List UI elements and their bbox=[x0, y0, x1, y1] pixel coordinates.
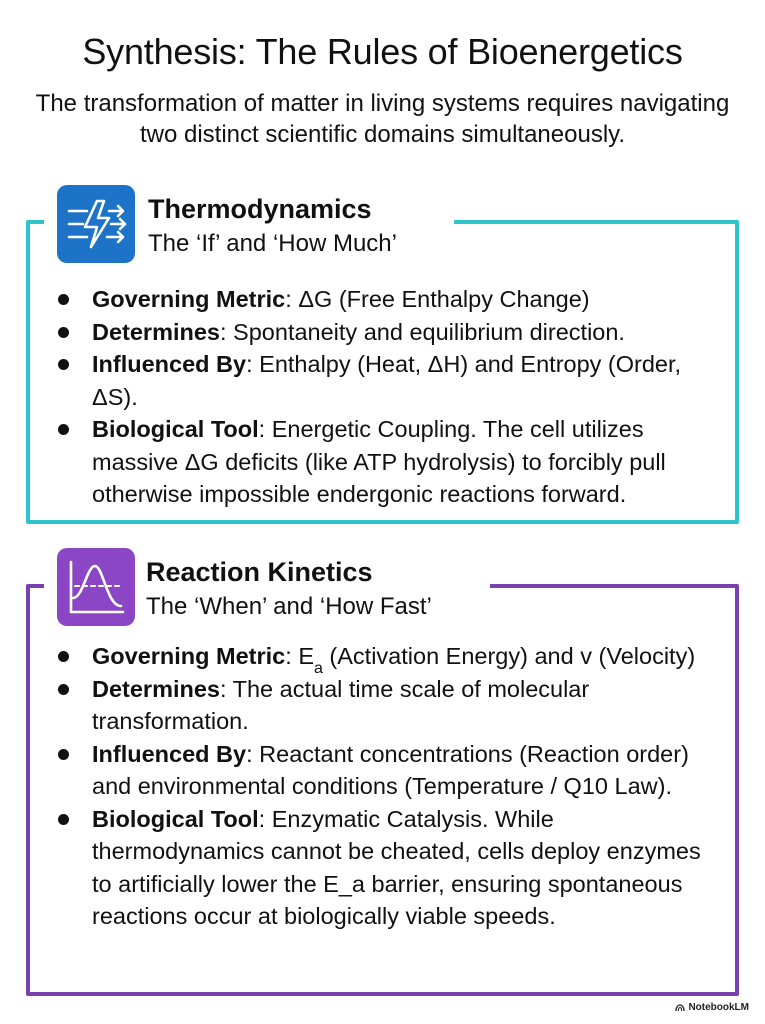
bullet-term: Governing Metric bbox=[92, 286, 286, 312]
bullet-term: Influenced By bbox=[92, 351, 247, 377]
bullet-text: : Spontaneity and equilibrium direction. bbox=[220, 318, 625, 345]
bullet-text: : The actual time scale of molecular transformation. bbox=[92, 675, 590, 734]
list-item bbox=[52, 803, 712, 933]
bullet-icon bbox=[58, 327, 69, 338]
list-item bbox=[52, 738, 712, 803]
brand-watermark bbox=[675, 1002, 749, 1014]
bullet-icon bbox=[58, 294, 69, 305]
bullet-term: Biological Tool bbox=[92, 416, 259, 442]
kinetics-heading: Reaction Kinetics bbox=[146, 557, 373, 587]
bullet-term: Determines bbox=[92, 675, 220, 702]
thermodynamics-heading: Thermodynamics bbox=[148, 194, 372, 224]
thermodynamics-bullet-list bbox=[52, 283, 712, 511]
thermodynamics-tagline: The ‘If’ and ‘How Much’ bbox=[148, 230, 397, 257]
notebooklm-logo-icon bbox=[675, 1004, 685, 1012]
bullet-text: : Enzymatic Catalysis. While thermodynamics cannot be cheated, cells deploy enzymes to artificially lower the E_a barrier, ensuring spontaneous reactions occur at biologically viable speeds. bbox=[92, 805, 701, 929]
bullet-term: Governing Metric bbox=[92, 643, 286, 669]
bullet-text: : Energetic Coupling. The cell utilizes massive ΔG deficits (like ATP hydrolysis) to forcibly pull otherwise impossible endergonic reactions forward. bbox=[92, 416, 666, 507]
list-item bbox=[52, 413, 712, 511]
kinetics-tagline: The ‘When’ and ‘How Fast’ bbox=[146, 593, 432, 620]
list-item bbox=[52, 283, 712, 316]
bullet-text: : Enthalpy (Heat, ΔH) and Entropy (Order, ΔS). bbox=[92, 351, 682, 410]
page-title: Synthesis: The Rules of Bioenergetics bbox=[82, 31, 683, 72]
bullet-text: : Reactant concentrations (Reaction order) and environmental conditions (Temperature / Q10 Law). bbox=[92, 740, 689, 799]
kinetics-bullet-list bbox=[52, 640, 712, 933]
bullet-term: Biological Tool bbox=[92, 805, 259, 832]
page-subtitle: The transformation of matter in living systems requires navigating two distinct scientific domains simultaneously. bbox=[35, 90, 730, 148]
bullet-icon bbox=[58, 651, 69, 662]
bullet-subscript: a bbox=[314, 660, 323, 677]
bullet-icon bbox=[58, 359, 69, 370]
list-item bbox=[52, 348, 712, 413]
bullet-term: Determines bbox=[92, 318, 220, 345]
energy-flow-icon bbox=[57, 185, 135, 263]
bullet-text: : ΔG (Free Enthalpy Change) bbox=[285, 286, 590, 312]
energy-curve-icon bbox=[57, 548, 135, 626]
bullet-icon bbox=[58, 424, 69, 435]
bullet-icon bbox=[58, 814, 69, 825]
list-item bbox=[52, 640, 712, 677]
list-item bbox=[52, 316, 712, 349]
bullet-text: (Activation Energy) and v (Velocity) bbox=[322, 643, 696, 669]
bullet-text: : E bbox=[285, 643, 314, 669]
bullet-term: Influenced By bbox=[92, 740, 247, 767]
brand-label: NotebookLM bbox=[688, 1002, 749, 1013]
bullet-icon bbox=[58, 684, 69, 695]
list-item bbox=[52, 673, 712, 738]
bullet-icon bbox=[58, 749, 69, 760]
